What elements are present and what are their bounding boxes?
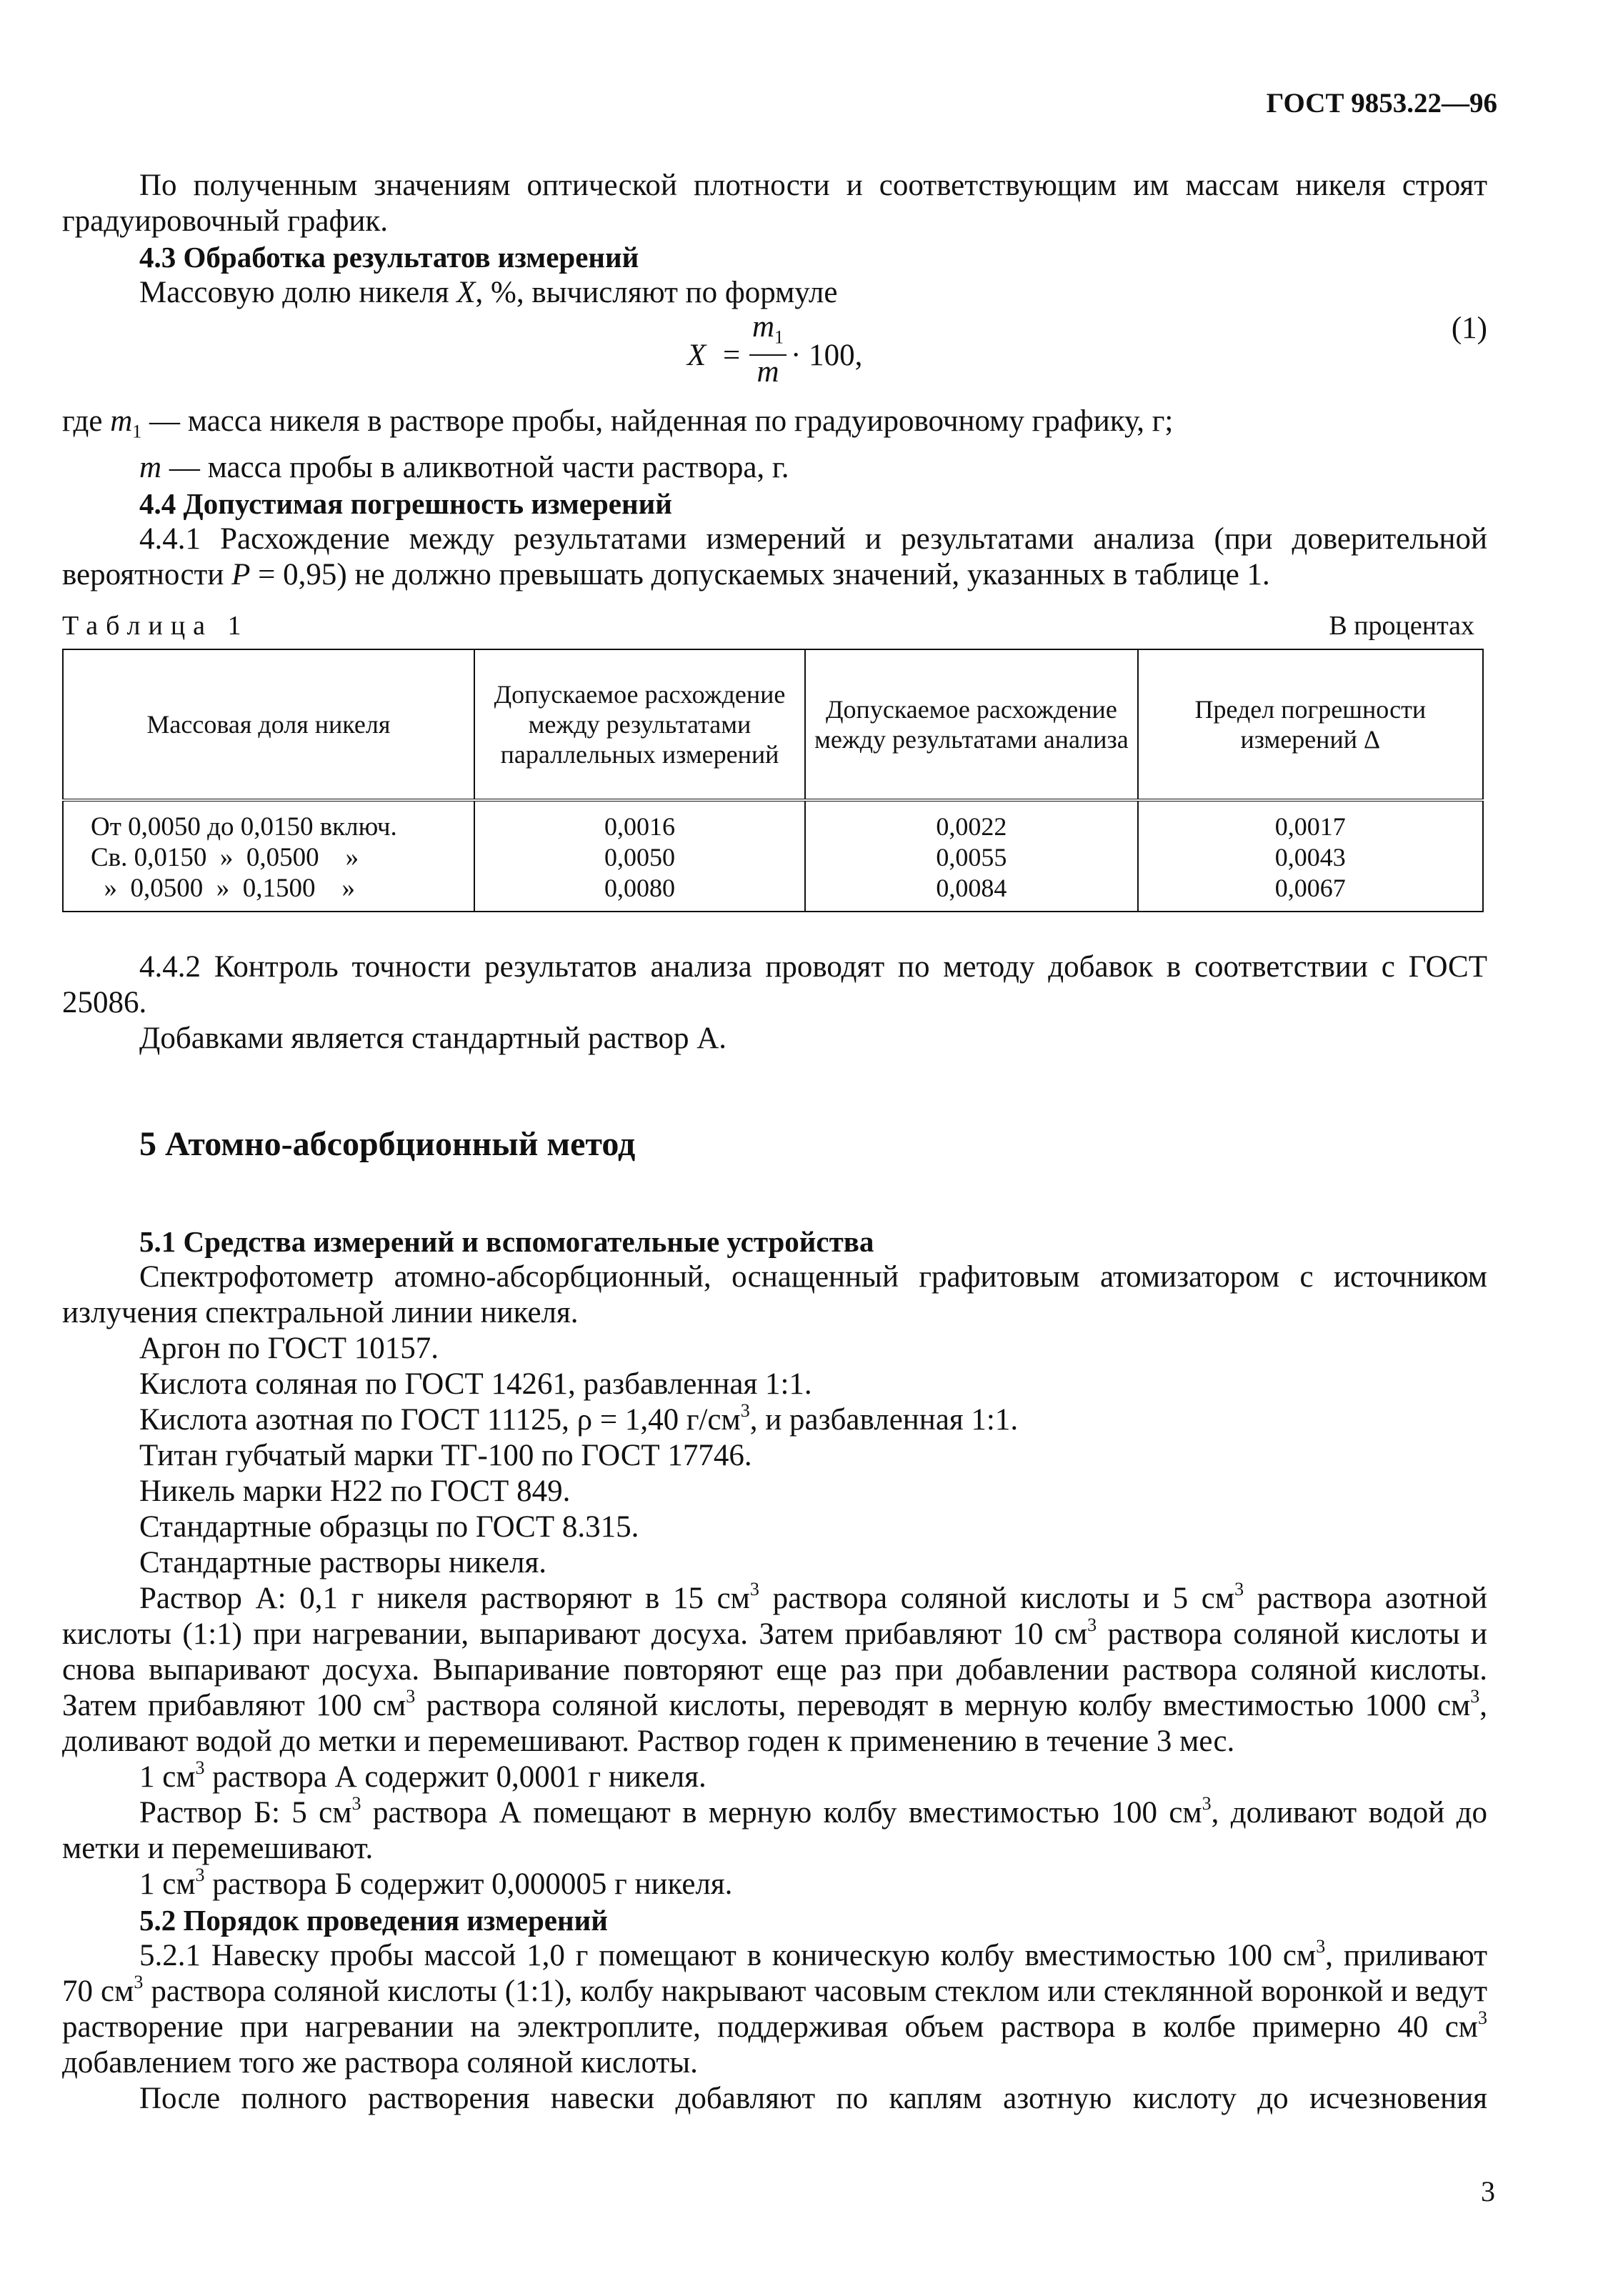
- table-row: [63, 873, 1483, 912]
- formula-equals: =: [723, 339, 741, 372]
- cell-range: От 0,0050 до 0,0150 включ.: [63, 800, 474, 842]
- table-header-row: [63, 649, 1483, 800]
- paragraph-hcl: Кислота соляная по ГОСТ 14261, разбавленная 1:1.: [139, 1367, 812, 1401]
- paragraph-4-4-2: 4.4.2 Контроль точности результатов анализа проводят по методу добавок в соответствии с ГОСТ 25086.: [62, 949, 1487, 1019]
- intro-paragraph: По полученным значениям оптической плотности и соответствующим им массам никеля строят градуировочный график.: [62, 169, 1487, 238]
- table-row: [63, 842, 1483, 873]
- paragraph-4-4-1: 4.4.1 Расхождение между результатами измерений и результатами анализа (при доверительной вероятности P = 0,95) не должно превышать допускаемых значений, указанных в таблице 1.: [62, 521, 1487, 592]
- header-mass-fraction: Массовая доля никеля: [63, 649, 474, 800]
- cell-value: 0,0055: [805, 842, 1137, 873]
- formula-number: (1): [1451, 311, 1487, 345]
- formula-fraction: [749, 311, 786, 389]
- paragraph-after-dissolution: После полного растворения навески добавляют по каплям азотную кислоту до исчезновения: [139, 2081, 1487, 2115]
- page-number: 3: [1481, 2175, 1495, 2207]
- paragraph-standard-solutions: Стандартные растворы никеля.: [139, 1545, 546, 1579]
- cell-value: 0,0022: [805, 800, 1137, 842]
- document-code-header: ГОСТ 9853.22—96: [1266, 88, 1497, 119]
- var-x: X: [456, 276, 476, 309]
- where-m1: где $m_1$ — масса никеля в растворе пробы, найденная по градуировочному графику, г;: [62, 404, 1174, 442]
- paragraph-hno3: Кислота азотная по ГОСТ 11125, ρ = 1,40 $г/см^3$, и разбавленная 1:1.: [139, 1399, 1019, 1437]
- paragraph-solution-a-content: 1 $см^3$ раствора А содержит 0,0001 г никеля.: [139, 1757, 706, 1794]
- header-parallel-discrepancy: Допускаемое расхождение между результатами параллельных измерений: [474, 649, 805, 800]
- table-unit: В процентах: [1329, 610, 1474, 641]
- cell-value: 0,0080: [474, 873, 805, 912]
- table-caption: Таблица 1: [62, 610, 249, 641]
- table-row: [63, 800, 1483, 842]
- paragraph-nickel: Никель марки Н22 по ГОСТ 849.: [139, 1474, 571, 1508]
- formula-1: [62, 311, 1487, 404]
- paragraph-5-2-1: 5.2.1 Навеску пробы массой 1,0 г помещают в коническую колбу вместимостью 100 $см^3$, приливают 70 $см^3$ раствора соляной кислоты (1:1), колбу накрывают часовым стеклом или стеклянной воронкой и ведут растворение при нагревании на электроплите, поддерживая объем раствора в колбе примерно 40 $см^3$ добавлением того же раствора соляной кислоты.: [62, 1935, 1488, 2080]
- formula-multiplier: · 100,: [791, 339, 863, 372]
- formula-denominator: m: [756, 354, 779, 389]
- paragraph-solution-a: Раствор А: 0,1 г никеля растворяют в 15 $см^3$ раствора соляной кислоты и 5 $см^3$ раствора азотной кислоты (1:1) при нагревании, выпаривают досуха. Затем прибавляют 10 $см^3$ раствора соляной кислоты и снова выпаривают досуха. Выпаривание повторяют еще раз при добавлении раствора соляной кислоты. Затем прибавляют 100 $см^3$ раствора соляной кислоты, переводят в мерную колбу вместимостью 1000 $см^3$, доливают водой до метки и перемешивают. Раствор годен к применению в течение 3 мес.: [62, 1578, 1488, 1758]
- formula-numerator: $m_1$: [751, 310, 784, 348]
- formula-lhs: X: [687, 339, 706, 372]
- cell-range: Св. 0,0150 » 0,0500 »: [63, 842, 474, 873]
- formula-intro-paragraph: Массовую долю никеля X, %, вычисляют по формуле: [139, 276, 838, 309]
- document-body: [62, 168, 1487, 2117]
- header-analysis-discrepancy: Допускаемое расхождение между результатами анализа: [805, 649, 1137, 800]
- cell-value: 0,0017: [1138, 800, 1483, 842]
- paragraph-standard-samples: Стандартные образцы по ГОСТ 8.315.: [139, 1509, 639, 1544]
- cell-value: 0,0043: [1138, 842, 1483, 873]
- section-5-1-heading: 5.1 Средства измерений и вспомогательные устройства: [139, 1224, 874, 1258]
- paragraph-titanium: Титан губчатый марки ТГ-100 по ГОСТ 17746.: [139, 1438, 752, 1472]
- section-4-4-heading: 4.4 Допустимая погрешность измерений: [139, 486, 672, 520]
- cell-value: 0,0016: [474, 800, 805, 842]
- cell-value: 0,0084: [805, 873, 1137, 912]
- table-1: [62, 649, 1484, 912]
- cell-range: » 0,0500 » 0,1500 »: [63, 873, 474, 912]
- paragraph-additives: Добавками является стандартный раствор А.: [139, 1021, 727, 1055]
- paragraph-solution-b: Раствор Б: 5 $см^3$ раствора А помещают в мерную колбу вместимостью 100 $см^3$, доливают водой до метки и перемешивают.: [62, 1792, 1488, 1865]
- header-error-limit: Предел погрешности измерений Δ: [1138, 649, 1483, 800]
- paragraph-argon: Аргон по ГОСТ 10157.: [139, 1331, 439, 1365]
- cell-value: 0,0050: [474, 842, 805, 873]
- section-4-3-heading: 4.3 Обработка результатов измерений: [139, 241, 639, 274]
- paragraph-solution-b-content: 1 $см^3$ раствора Б содержит 0,000005 г никеля.: [139, 1864, 733, 1901]
- section-5-heading: 5 Атомно-абсорбционный метод: [139, 1124, 636, 1163]
- section-5-2-heading: 5.2 Порядок проведения измерений: [139, 1903, 608, 1937]
- paragraph-spectrophotometer: Спектрофотометр атомно-абсорбционный, оснащенный графитовым атомизатором с источником излучения спектральной линии никеля.: [62, 1259, 1487, 1329]
- cell-value: 0,0067: [1138, 873, 1483, 912]
- table-caption-row: [62, 609, 1487, 643]
- where-m: m — масса пробы в аликвотной части раствора, г.: [139, 450, 789, 484]
